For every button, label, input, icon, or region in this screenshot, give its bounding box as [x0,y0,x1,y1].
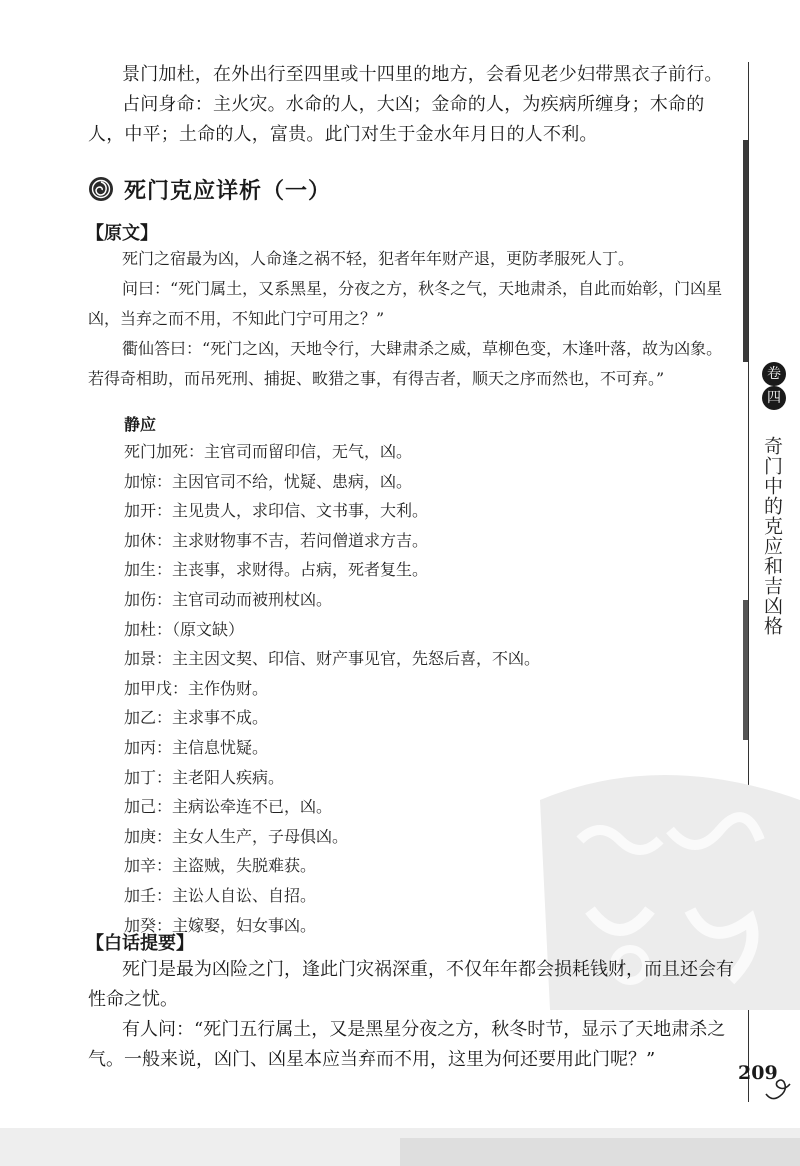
static-response-list [124,437,724,940]
page-flourish-icon [764,1076,794,1102]
list-item: 加庚：主女人生产，子母俱凶。 [124,826,349,846]
swirl-emblem-icon [88,176,114,202]
list-item: 加辛：主盗贼，失脱难获。 [124,856,317,876]
list-item: 加惊：主因官司不给，忧疑、患病，凶。 [124,471,413,491]
list-item: 加休：主求财物事不吉，若问僧道求方吉。 [124,530,429,550]
list-item: 加杜：（原文缺） [124,619,245,639]
margin-rule-bold [743,140,748,362]
margin-rule-bold-lower [743,600,748,740]
volume-badge-char: 卷 [762,362,786,386]
original-paragraph-2: 问曰：“死门属土，又系黑星，分夜之方，秋冬之气，天地肃杀，自此而始彰，门凶星凶，当弃之而不用，不知此门宁可用之？” [88,279,723,328]
volume-badge-char: 四 [762,386,786,410]
list-item: 加甲戊：主作伪财。 [124,678,269,698]
intro-paragraph-1: 景门加杜，在外出行至四里或十四里的地方，会看见老少妇带黑衣子前行。 [122,64,723,85]
list-item: 加乙：主求事不成。 [124,708,269,728]
list-item: 加癸：主嫁娶，妇女事凶。 [124,915,317,935]
static-response-label: 静应 [124,415,157,434]
list-item: 加景：主主因文契、印信、财产事见官，先怒后喜，不凶。 [124,649,541,669]
list-item: 死门加死：主官司而留印信，无气，凶。 [124,442,413,461]
original-paragraph-3: 衢仙答曰：“死门之凶，天地令行，大肆肃杀之威，草柳色变，木逢叶落，故为凶象。若得奇相助，而吊死刑、捕捉、畋猎之事，有得吉者，顺天之序而然也，不可弃。” [88,339,723,388]
list-item: 加开：主见贵人，求印信、文书事，大利。 [124,501,429,521]
list-item: 加壬：主讼人自讼、自招。 [124,885,317,905]
section-title: 死门克应详析（一） [124,178,332,204]
list-item: 加生：主丧事，求财得。占病，死者复生。 [124,560,429,580]
vernacular-heading: 【白话提要】 [86,933,194,954]
vernacular-paragraph-2: 有人问：“死门五行属土，又是黑星分夜之方，秋冬时节，显示了天地肃杀之气。一般来说，凶门、凶星本应当弃而不用，这里为何还要用此门呢？” [88,1019,726,1070]
list-item: 加己：主病讼牵连不已，凶。 [124,797,333,817]
list-item: 加丁：主老阳人疾病。 [124,767,285,787]
intro-paragraph-2: 占问身命：主火灾。水命的人，大凶；金命的人，为疾病所缠身；木命的人，中平；土命的人，富贵。此门对生于金水年月日的人不利。 [88,94,705,145]
list-item: 加伤：主官司动而被刑杖凶。 [124,589,333,609]
vernacular-paragraph-1: 死门是最为凶险之门，逢此门灾祸深重，不仅年年都会损耗钱财，而且还会有性命之忧。 [88,959,734,1010]
page-number: 209 [738,1062,778,1084]
scan-shadow-strip-dark [400,1138,800,1166]
section-heading [88,172,331,206]
chapter-title-vertical: 奇门中的克应和吉凶格 [761,436,783,636]
list-item: 加丙：主信息忧疑。 [124,737,269,757]
original-text-heading: 【原文】 [86,223,158,244]
original-paragraph-1: 死门之宿最为凶，人命逢之祸不轻，犯者年年财产退，更防孝服死人丁。 [122,249,635,268]
volume-badge [762,362,788,426]
